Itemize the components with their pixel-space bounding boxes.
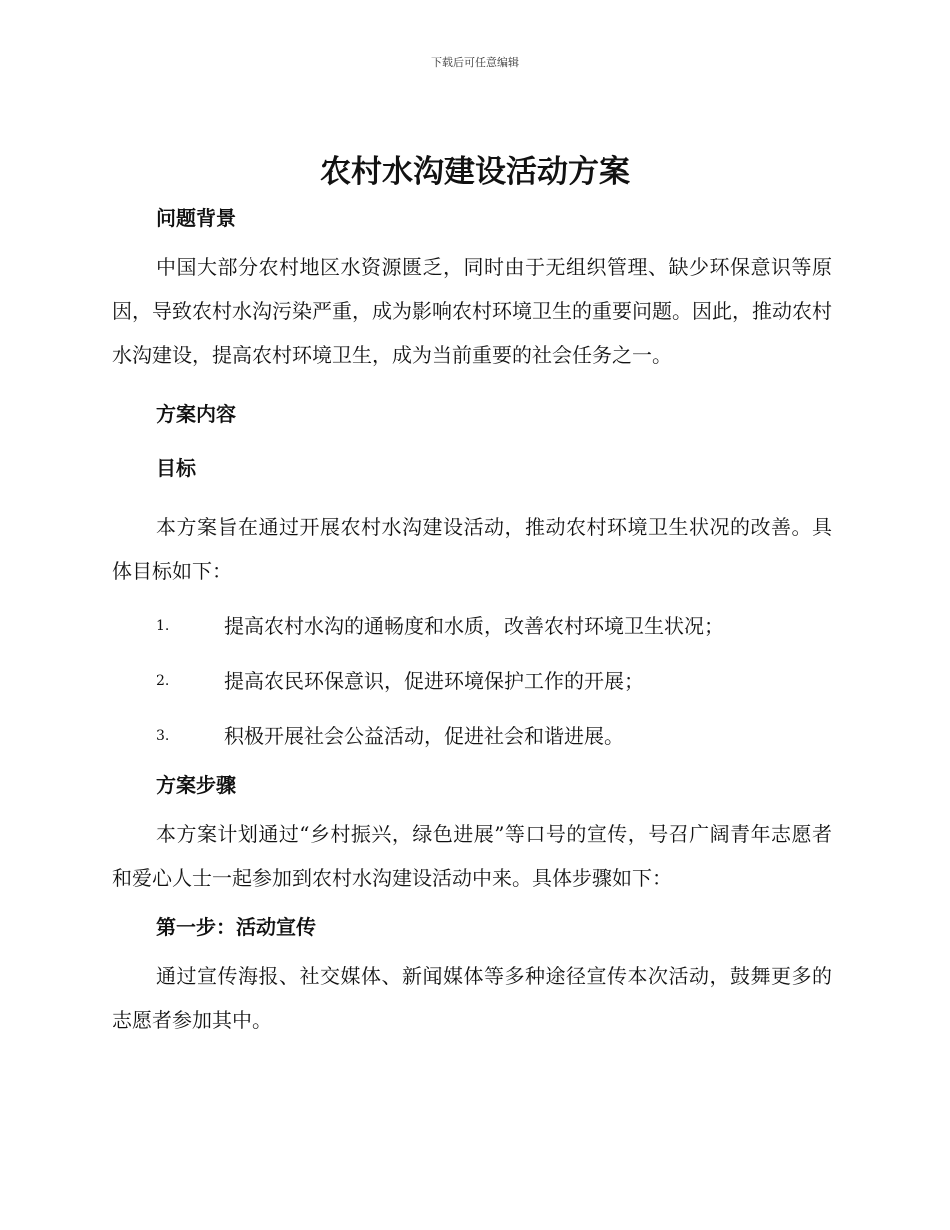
list-number: 1. (156, 618, 170, 634)
section-heading-step1: 第一步：活动宣传 (156, 915, 316, 939)
section-heading-background: 问题背景 (156, 206, 236, 230)
document-title: 农村水沟建设活动方案 (320, 154, 630, 190)
section-heading-content: 方案内容 (156, 402, 236, 426)
list-item (112, 714, 832, 758)
goal-list (112, 604, 832, 758)
step1-paragraph: 通过宣传海报、社交媒体、新闻媒体等多种途径宣传本次活动，鼓舞更多的志愿者参加其中。 (112, 964, 832, 1032)
section-heading-steps: 方案步骤 (156, 773, 236, 797)
document-body (112, 201, 832, 1042)
steps-paragraph: 本方案计划通过“乡村振兴，绿色进展”等口号的宣传，号召广阔青年志愿者和爱心人士一起参加到农村水沟建设活动中来。具体步骤如下： (112, 822, 832, 890)
background-paragraph: 中国大部分农村地区水资源匮乏，同时由于无组织管理、缺少环保意识等原因，导致农村水沟污染严重，成为影响农村环境卫生的重要问题。因此，推动农村水沟建设，提高农村环境卫生，成为当前重要的社会任务之一。 (112, 255, 832, 367)
list-number: 2. (156, 673, 170, 689)
list-item (112, 659, 832, 703)
list-item (112, 604, 832, 648)
section-heading-goal: 目标 (156, 456, 196, 480)
goal-paragraph: 本方案旨在通过开展农村水沟建设活动，推动农村环境卫生状况的改善。具体目标如下： (112, 515, 832, 583)
header-note: 下载后可任意编辑 (431, 56, 519, 69)
list-text: 积极开展社会公益活动，促进社会和谐进展。 (224, 724, 624, 748)
list-number: 3. (156, 728, 170, 744)
list-text: 提高农民环保意识，促进环境保护工作的开展； (224, 669, 644, 693)
list-text: 提高农村水沟的通畅度和水质，改善农村环境卫生状况； (224, 614, 724, 638)
